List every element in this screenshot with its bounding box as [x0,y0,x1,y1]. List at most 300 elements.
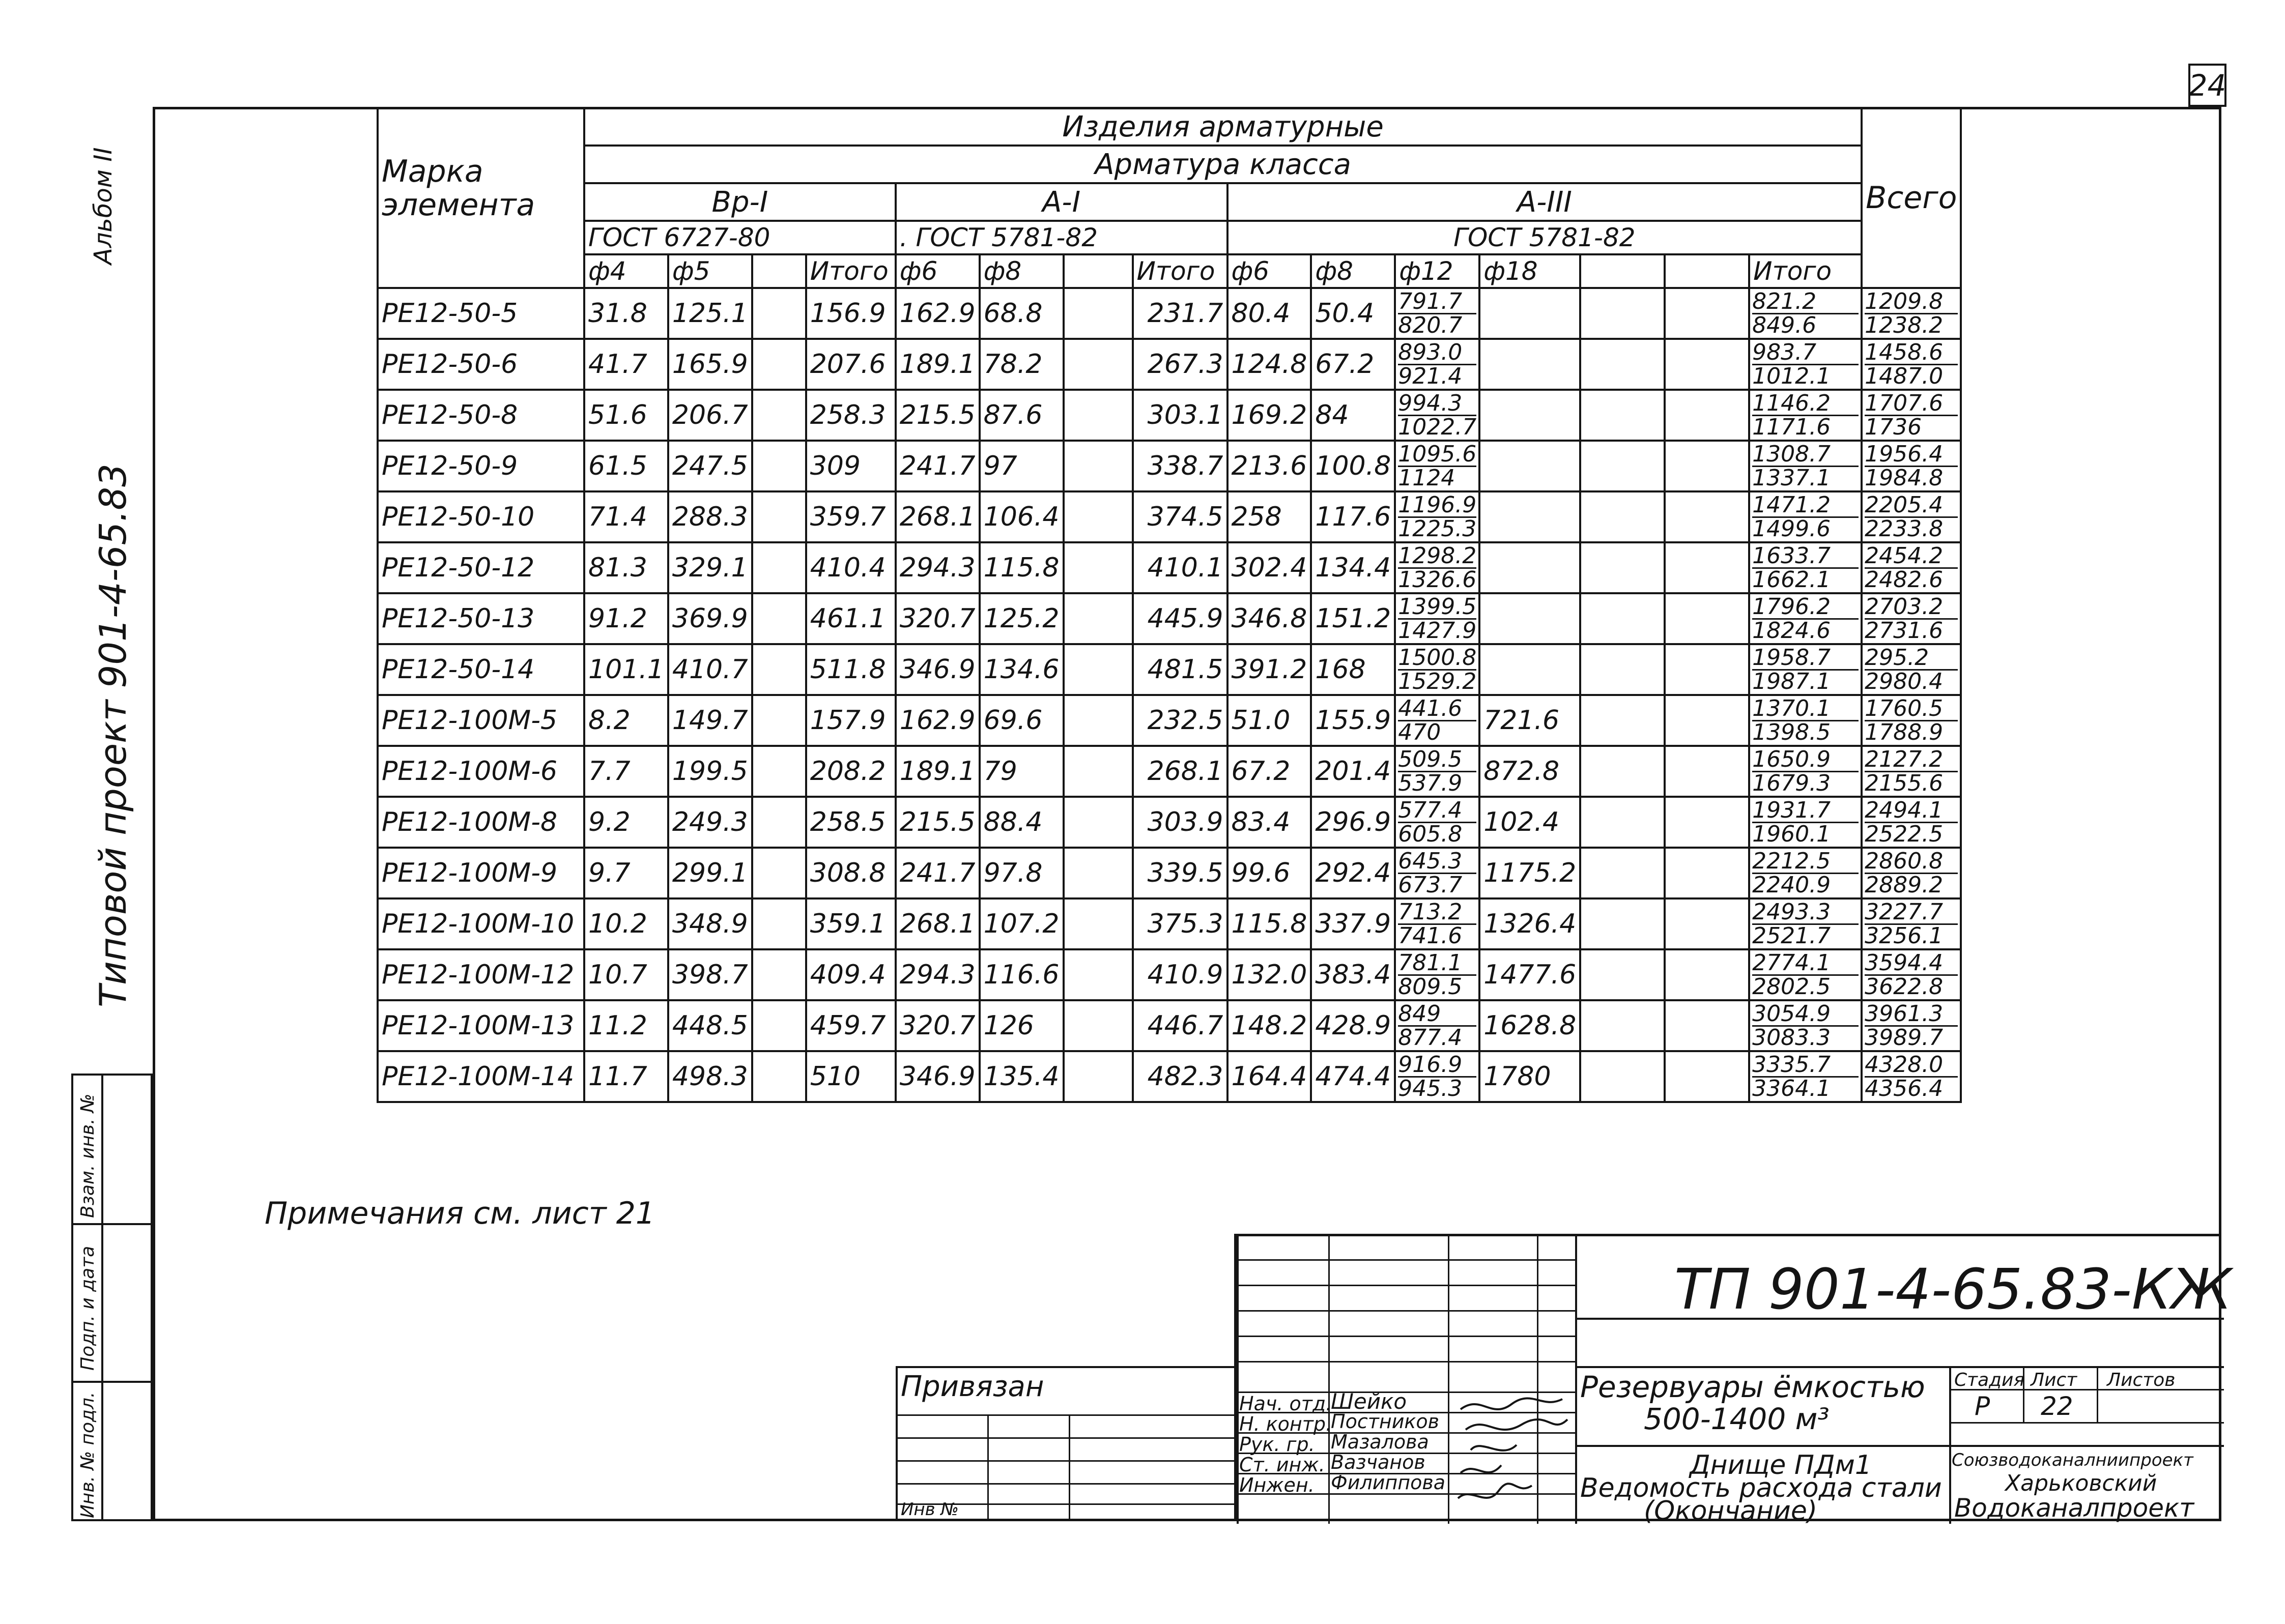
cell-aiii-f12-bottom: 809.5 [1398,973,1463,1000]
cell-empty [1064,949,1133,1000]
class-gost: ГОСТ 5781-82 [1227,221,1862,254]
cell-ai-f8: 69.6 [980,695,1064,746]
cell-aiii-f12 [1395,797,1479,848]
cell-empty [752,491,806,542]
cell-ai-total: 232.5 [1133,695,1227,746]
cell-grand-total-bottom: 2889.2 [1865,872,1944,898]
cell-aiii-f8: 474.4 [1311,1051,1395,1102]
col-header [752,254,806,288]
cell-ai-f8: 115.8 [980,542,1064,593]
cell-empty [1665,848,1749,898]
cell-empty [752,797,806,848]
album-label: Альбом II [89,147,118,265]
cell-grand-total-bottom: 1238.2 [1865,312,1944,338]
cell-aiii-total-top: 983.7 [1752,341,1859,365]
cell-vr-total: 409.4 [806,949,896,1000]
signature-name: Шейко [1331,1389,1407,1414]
cell-vr-f5: 410.7 [668,644,752,695]
cell-aiii-f12-top: 645.3 [1398,850,1476,874]
cell-aiii-f6: 164.4 [1227,1051,1311,1102]
bound-label: Привязан [901,1370,1044,1403]
cell-empty [1064,797,1133,848]
cell-grand-total [1862,898,1961,949]
cell-grand-total [1862,1051,1961,1102]
cell-grand-total [1862,746,1961,797]
cell-aiii-f6: 213.6 [1227,441,1311,491]
cell-ai-total: 303.9 [1133,797,1227,848]
signature-role: Нач. отд. [1239,1393,1332,1415]
cell-vr-f4: 81.3 [584,542,668,593]
cell-aiii-f8: 383.4 [1311,949,1395,1000]
cell-aiii-total-top: 821.2 [1752,291,1859,314]
cell-ai-f6: 346.9 [896,1051,980,1102]
cell-vr-f4: 9.7 [584,848,668,898]
cell-ai-f8: 97 [980,441,1064,491]
cell-vr-total: 156.9 [806,288,896,339]
table-body [378,288,1961,1102]
cell-empty [1064,746,1133,797]
cell-aiii-f8: 67.2 [1311,339,1395,390]
cell-ai-total: 375.3 [1133,898,1227,949]
cell-aiii-total-bottom: 2802.5 [1752,973,1831,1000]
cell-grand-total-bottom: 2482.6 [1865,566,1944,593]
cell-empty [1665,1051,1749,1102]
cell-empty [1064,339,1133,390]
side-stamp [71,1074,153,1521]
cell-aiii-f12 [1395,1000,1479,1051]
cell-grand-total-top: 2127.2 [1865,748,1958,772]
cell-empty [1064,390,1133,441]
cell-empty [1665,339,1749,390]
cell-vr-total: 461.1 [806,593,896,644]
cell-aiii-total [1749,593,1862,644]
cell-ai-total: 446.7 [1133,1000,1227,1051]
cell-aiii-f8: 50.4 [1311,288,1395,339]
cell-empty [1580,390,1665,441]
cell-empty [1580,949,1665,1000]
cell-aiii-f12-top: 994.3 [1398,392,1476,416]
cell-empty [1064,441,1133,491]
cell-aiii-total-top: 1633.7 [1752,545,1859,569]
cell-grand-total-top: 2494.1 [1865,799,1958,823]
cell-aiii-f12-bottom: 921.4 [1398,363,1463,389]
cell-grand-total-bottom: 2731.6 [1865,617,1944,644]
cell-empty [752,339,806,390]
cell-empty [1064,593,1133,644]
cell-aiii-f12-top: 781.1 [1398,952,1476,976]
steel-consumption-table [377,107,1962,1103]
table-row [378,339,1961,390]
col-header: ф4 [584,254,668,288]
cell-aiii-total-bottom: 1987.1 [1752,668,1831,694]
cell-aiii-f8: 201.4 [1311,746,1395,797]
signature-role: Рук. гр. [1239,1433,1315,1456]
stage-label: Стадия [1954,1370,2025,1390]
cell-grand-total-top: 2703.2 [1865,596,1958,620]
org-line2: Харьковский [2005,1470,2157,1496]
cell-aiii-f8: 117.6 [1311,491,1395,542]
cell-aiii-total-bottom: 849.6 [1752,312,1817,338]
cell-empty [1665,797,1749,848]
cell-vr-f5: 398.7 [668,949,752,1000]
cell-grand-total [1862,1000,1961,1051]
cell-aiii-f12 [1395,542,1479,593]
cell-ai-total: 481.5 [1133,644,1227,695]
cell-ai-f8: 106.4 [980,491,1064,542]
cell-aiii-f12-bottom: 1225.3 [1398,515,1477,542]
cell-vr-f4: 10.7 [584,949,668,1000]
cell-empty [1580,339,1665,390]
table-row [378,746,1961,797]
cell-ai-f8: 134.6 [980,644,1064,695]
cell-empty [752,949,806,1000]
cell-grand-total [1862,390,1961,441]
cell-vr-f4: 11.7 [584,1051,668,1102]
cell-empty [752,542,806,593]
col-header: ф12 [1395,254,1479,288]
cell-aiii-f12-bottom: 673.7 [1398,872,1463,898]
cell-vr-f5: 498.3 [668,1051,752,1102]
cell-aiii-f12-top: 916.9 [1398,1054,1476,1078]
cell-vr-f5: 448.5 [668,1000,752,1051]
cell-ai-f6: 346.9 [896,644,980,695]
cell-aiii-f12-top: 713.2 [1398,901,1476,925]
cell-vr-f4: 91.2 [584,593,668,644]
cell-aiii-f18: 1326.4 [1479,898,1580,949]
cell-grand-total [1862,848,1961,898]
drawing-title-line2: Ведомость расхода стали [1580,1473,1942,1503]
cell-aiii-f8: 134.4 [1311,542,1395,593]
cell-ai-f6: 320.7 [896,1000,980,1051]
inv-number-field: Инв. № подл. [77,1391,98,1518]
col-header: ф5 [668,254,752,288]
signature-name: Вазчанов [1331,1451,1425,1473]
col-header: ф6 [1227,254,1311,288]
drawing-title-line1: Днище ПДм1 [1690,1450,1872,1481]
cell-empty [752,746,806,797]
header-group: Изделия арматурные [584,108,1862,146]
cell-grand-total-top: 4328.0 [1865,1054,1958,1078]
cell-aiii-f8: 84 [1311,390,1395,441]
row-mark: РЕ12-50-13 [378,593,584,644]
table-row [378,1051,1961,1102]
col-header: Итого [806,254,896,288]
table-row [378,593,1961,644]
cell-aiii-total [1749,898,1862,949]
cell-aiii-f6: 148.2 [1227,1000,1311,1051]
cell-aiii-f6: 258 [1227,491,1311,542]
row-mark: РЕ12-100М-8 [378,797,584,848]
cell-aiii-f12 [1395,695,1479,746]
cell-empty [1580,695,1665,746]
cell-grand-total [1862,339,1961,390]
cell-ai-f6: 320.7 [896,593,980,644]
cell-aiii-f12 [1395,288,1479,339]
cell-ai-f8: 88.4 [980,797,1064,848]
col-header [1665,254,1749,288]
signature-role: Н. контр. [1239,1413,1332,1435]
cell-aiii-f12 [1395,339,1479,390]
cell-grand-total-bottom: 3989.7 [1865,1024,1944,1051]
cell-ai-f6: 241.7 [896,848,980,898]
cell-ai-f8: 107.2 [980,898,1064,949]
cell-empty [1580,1000,1665,1051]
cell-aiii-total-top: 1146.2 [1752,392,1859,416]
table-row [378,644,1961,695]
cell-aiii-f12-bottom: 1124 [1398,465,1455,491]
cell-aiii-total-bottom: 1824.6 [1752,617,1831,644]
cell-aiii-total-bottom: 1679.3 [1752,770,1831,796]
cell-ai-total: 445.9 [1133,593,1227,644]
cell-aiii-total [1749,1051,1862,1102]
cell-aiii-f12 [1395,949,1479,1000]
table-row [378,695,1961,746]
cell-grand-total-top: 1760.5 [1865,698,1958,721]
row-mark: РЕ12-50-5 [378,288,584,339]
cell-vr-total: 258.3 [806,390,896,441]
cell-aiii-f18: 102.4 [1479,797,1580,848]
cell-aiii-f12-bottom: 741.6 [1398,922,1463,949]
document-code: ТП 901-4-65.83-КЖ [1674,1257,2232,1322]
cell-aiii-f12-top: 1196.9 [1398,491,1477,518]
cell-grand-total [1862,593,1961,644]
cell-aiii-f12 [1395,390,1479,441]
cell-aiii-f6: 83.4 [1227,797,1311,848]
cell-grand-total-bottom: 1487.0 [1865,363,1944,389]
cell-vr-f4: 10.2 [584,898,668,949]
cell-vr-total: 258.5 [806,797,896,848]
note-text: Примечания см. лист 21 [265,1196,655,1231]
cell-aiii-total [1749,288,1862,339]
cell-vr-f5: 329.1 [668,542,752,593]
cell-aiii-f8: 292.4 [1311,848,1395,898]
cell-aiii-f12-top: 893.0 [1398,341,1476,365]
cell-vr-f4: 11.2 [584,1000,668,1051]
cell-grand-total [1862,797,1961,848]
table-row [378,441,1961,491]
cell-aiii-f8: 155.9 [1311,695,1395,746]
binding-stamp [896,1366,1237,1521]
cell-grand-total-top: 1209.8 [1865,291,1958,314]
cell-aiii-total-bottom: 1398.5 [1752,719,1831,745]
col-header: Итого [1749,254,1862,288]
cell-aiii-total-top: 3054.9 [1752,1003,1859,1027]
class-name: А-I [896,183,1227,221]
sheet-value: 22 [2041,1391,2073,1421]
mark-header: Марка элемента [378,108,584,288]
cell-aiii-total [1749,695,1862,746]
cell-empty [1064,1000,1133,1051]
cell-aiii-f12-bottom: 820.7 [1398,312,1463,338]
cell-aiii-total-top: 1931.7 [1752,799,1859,823]
cell-ai-f8: 126 [980,1000,1064,1051]
col-header: ф8 [1311,254,1395,288]
row-mark: РЕ12-50-12 [378,542,584,593]
cell-aiii-f18 [1479,491,1580,542]
cell-aiii-f12-bottom: 1326.6 [1398,566,1477,593]
cell-ai-f8: 135.4 [980,1051,1064,1102]
signature-name: Мазалова [1331,1431,1429,1453]
cell-aiii-f12-bottom: 605.8 [1398,821,1463,847]
cell-ai-f6: 215.5 [896,390,980,441]
cell-empty [1064,1051,1133,1102]
class-name: А-III [1227,183,1862,221]
cell-ai-f6: 215.5 [896,797,980,848]
cell-aiii-f8: 151.2 [1311,593,1395,644]
cell-aiii-f12 [1395,644,1479,695]
cell-vr-total: 157.9 [806,695,896,746]
cell-aiii-f18 [1479,644,1580,695]
cell-ai-total: 339.5 [1133,848,1227,898]
cell-aiii-f8: 168 [1311,644,1395,695]
cell-vr-f4: 9.2 [584,797,668,848]
cell-vr-total: 510 [806,1051,896,1102]
cell-aiii-total-top: 2212.5 [1752,850,1859,874]
table-row [378,542,1961,593]
cell-aiii-total [1749,746,1862,797]
cell-ai-f8: 78.2 [980,339,1064,390]
cell-aiii-f6: 346.8 [1227,593,1311,644]
cell-vr-f4: 8.2 [584,695,668,746]
cell-ai-total: 231.7 [1133,288,1227,339]
cell-aiii-f12 [1395,491,1479,542]
handwritten-signatures [1450,1389,1573,1521]
inv-label: Инв № [901,1499,959,1520]
cell-empty [1665,949,1749,1000]
cell-vr-f5: 206.7 [668,390,752,441]
cell-empty [1665,695,1749,746]
cell-aiii-f18 [1479,542,1580,593]
class-name: Вр-I [584,183,896,221]
object-title-line1: Резервуары ёмкостью [1580,1370,1925,1404]
cell-grand-total-bottom: 1984.8 [1865,465,1944,491]
cell-aiii-f6: 132.0 [1227,949,1311,1000]
cell-aiii-f12-bottom: 877.4 [1398,1024,1463,1051]
cell-empty [1580,491,1665,542]
cell-aiii-f18: 1175.2 [1479,848,1580,898]
cell-empty [752,390,806,441]
cell-empty [1580,593,1665,644]
cell-vr-total: 207.6 [806,339,896,390]
cell-empty [1580,441,1665,491]
class-gost: ГОСТ 6727-80 [584,221,896,254]
cell-aiii-f12 [1395,898,1479,949]
cell-aiii-f18: 1477.6 [1479,949,1580,1000]
cell-vr-total: 208.2 [806,746,896,797]
cell-aiii-total-bottom: 1662.1 [1752,566,1831,593]
cell-grand-total [1862,441,1961,491]
cell-aiii-total-top: 2774.1 [1752,952,1859,976]
cell-aiii-f12 [1395,746,1479,797]
side-project-label: Типовой проект 901-4-65.83 [92,463,134,1007]
cell-grand-total-top: 2205.4 [1865,494,1958,518]
cell-aiii-f18 [1479,390,1580,441]
cell-ai-total: 338.7 [1133,441,1227,491]
cell-aiii-f18: 1628.8 [1479,1000,1580,1051]
col-header [1580,254,1665,288]
cell-grand-total-bottom: 2233.8 [1865,515,1944,542]
cell-empty [1064,288,1133,339]
cell-aiii-f12-bottom: 470 [1398,719,1441,745]
cell-ai-total: 303.1 [1133,390,1227,441]
cell-aiii-f12-top: 1298.2 [1398,542,1477,569]
cell-aiii-total-top: 2493.3 [1752,901,1859,925]
cell-ai-f8: 116.6 [980,949,1064,1000]
cell-vr-f4: 41.7 [584,339,668,390]
table-row [378,390,1961,441]
cell-empty [1580,542,1665,593]
row-mark: РЕ12-50-9 [378,441,584,491]
cell-grand-total [1862,949,1961,1000]
cell-aiii-total [1749,1000,1862,1051]
cell-aiii-f6: 99.6 [1227,848,1311,898]
cell-aiii-total-top: 3335.7 [1752,1054,1859,1078]
cell-aiii-f12-bottom: 945.3 [1398,1075,1463,1101]
cell-vr-f5: 149.7 [668,695,752,746]
cell-grand-total-top: 1956.4 [1865,443,1958,467]
cell-vr-f5: 125.1 [668,288,752,339]
signature-role: Инжен. [1239,1474,1315,1496]
cell-vr-f5: 299.1 [668,848,752,898]
cell-aiii-f12 [1395,441,1479,491]
cell-aiii-total [1749,644,1862,695]
col-header [1064,254,1133,288]
cell-ai-f6: 162.9 [896,695,980,746]
cell-vr-f5: 247.5 [668,441,752,491]
table-row [378,949,1961,1000]
cell-aiii-f8: 428.9 [1311,1000,1395,1051]
cell-empty [1665,898,1749,949]
cell-aiii-total [1749,848,1862,898]
cell-ai-f6: 294.3 [896,542,980,593]
cell-ai-f8: 125.2 [980,593,1064,644]
table-row [378,898,1961,949]
cell-ai-f6: 189.1 [896,339,980,390]
cell-aiii-f12 [1395,848,1479,898]
cell-empty [1665,593,1749,644]
cell-grand-total-top: 1707.6 [1865,392,1958,416]
cell-vr-f5: 199.5 [668,746,752,797]
table-row [378,1000,1961,1051]
cell-empty [1580,797,1665,848]
cell-empty [752,644,806,695]
row-mark: РЕ12-100М-10 [378,898,584,949]
cell-empty [1665,441,1749,491]
cell-empty [1064,695,1133,746]
cell-ai-f8: 68.8 [980,288,1064,339]
row-mark: РЕ12-50-14 [378,644,584,695]
cell-aiii-f6: 51.0 [1227,695,1311,746]
cell-grand-total-top: 3227.7 [1865,901,1958,925]
cell-aiii-f12-top: 849 [1398,1003,1476,1027]
cell-grand-total-top: 2454.2 [1865,545,1958,569]
cell-aiii-total-bottom: 1499.6 [1752,515,1831,542]
cell-vr-f4: 51.6 [584,390,668,441]
cell-aiii-f6: 169.2 [1227,390,1311,441]
cell-empty [1064,644,1133,695]
cell-vr-f5: 288.3 [668,491,752,542]
cell-aiii-total-top: 1370.1 [1752,698,1859,721]
cell-aiii-f12-top: 791.7 [1398,291,1476,314]
cell-aiii-f6: 115.8 [1227,898,1311,949]
replace-inv-field: Взам. инв. № [77,1093,98,1218]
row-mark: РЕ12-50-6 [378,339,584,390]
cell-grand-total [1862,644,1961,695]
cell-grand-total [1862,491,1961,542]
cell-grand-total-top: 295.2 [1865,647,1958,671]
cell-aiii-f6: 391.2 [1227,644,1311,695]
cell-vr-f4: 31.8 [584,288,668,339]
